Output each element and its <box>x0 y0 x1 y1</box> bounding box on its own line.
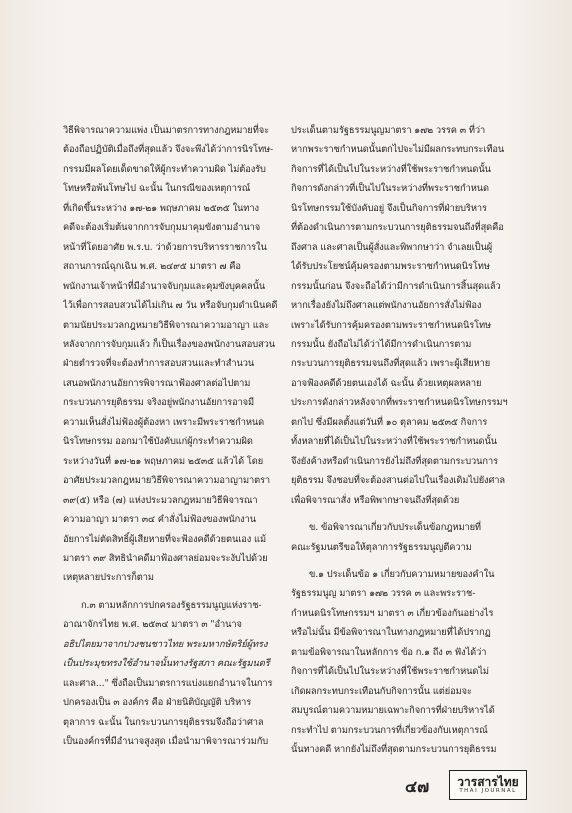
text-line: ตามข้อพิจารณาในหลักการ ข้อ ก.๑ ถึง ๓ ฟังได้ว่า <box>291 646 487 658</box>
text-line: อาจฟ้องคดีด้วยตนเองได้ ฉะนั้น ด้วยเหตุผลหลาย <box>291 377 482 389</box>
text-line: กำหนดนิรโทษกรรมฯ มาตรา ๓ เกี่ยวข้องกันอย่างไร <box>291 607 494 619</box>
text-line: ฝ่ายตำรวจที่จะต้องทำการสอบสวนและทำสำนวน <box>63 358 255 370</box>
text-line: หรือไม่นั้น มีข้อพิจารณาในทางกฎหมายที่ได้ปรากฏ <box>291 627 491 639</box>
text-line: สถานการณ์ฉุกเฉิน พ.ศ. ๒๔๙๕ มาตรา ๗ คือ <box>63 261 241 273</box>
journal-title: วารสารไทย <box>457 775 519 789</box>
text-line: ความเห็นสั่งไม่ฟ้องผู้ต้องหา เพราะมีพระราชกำหนด <box>63 416 265 428</box>
right-paragraph-3 <box>291 565 510 760</box>
left-column <box>63 121 282 752</box>
text-line: ข.๑ ประเด็นข้อ ๑ เกี่ยวกับความหมายของคำใน <box>309 568 495 580</box>
right-paragraph-2 <box>291 518 510 557</box>
text-line: วิธีพิจารณาความแพ่ง เป็นมาตรการทางกฎหมายที่จะ <box>63 125 270 136</box>
text-line: คดีจะต้องเริ่มต้นจากการจับกุมมาคุมขังตามอำนาจ <box>63 222 261 234</box>
text-line: ได้รับประโยชน์คุ้มครองตามพระราชกำหนดนิรโทษ <box>291 261 490 273</box>
text-line: หลังจากการจับกุมแล้ว ก็เป็นเรื่องของพนักงานสอบสวน <box>63 338 275 350</box>
text-line: ประการดังกล่าวหลังจากที่พระราชกำหนดนิรโทษกรรมฯ <box>291 397 508 409</box>
text-line: คณะรัฐมนตรีขอให้ตุลาการรัฐธรรมนูญตีความ <box>291 541 472 553</box>
text-line: โทษหรือพ้นโทษไป ฉะนั้น ในกรณีของเหตุการณ์ <box>63 183 251 195</box>
text-line: รัฐธรรมนูญ มาตรา ๑๗๒ วรรค ๓ และพระราช- <box>291 588 476 600</box>
journal-subtitle: THAI JOURNAL <box>459 788 517 794</box>
page-number: ๔๗ <box>405 777 430 796</box>
paragraph-gap <box>291 557 510 565</box>
text-line: มาตรา ๓๙ สิทธินำคดีมาฟ้องศาลย่อมจะระงับไปด้วย <box>63 552 268 564</box>
text-line: อาณาจักรไทย พ.ศ. ๒๕๓๔ มาตรา ๓ "อำนาจ <box>63 619 242 631</box>
text-line: ที่ต้องดำเนินการตามกระบวนการยุติธรรมจนถึงที่สุดคือ <box>291 222 504 234</box>
text-line: เพื่อพิจารณาสั่ง หรือพิพากษาจนถึงที่สุดด้วย <box>291 494 460 506</box>
text-line: กรรมนั้นก่อน จึงจะถือได้ว่ามีการดำเนินการสิ้นสุดแล้ว <box>291 280 501 292</box>
text-line: ระหว่างวันที่ ๑๗-๒๑ พฤษภาคม ๒๕๓๕ แล้วได้ โดย <box>63 455 264 467</box>
quoted-text-line: เป็นประมุขทรงใช้อำนาจนั้นทางรัฐสภา คณะรัฐมนตรี <box>63 658 270 670</box>
text-line: นิรโทษกรรม ออกมาใช้บังคับแก่ผู้กระทำความผิด <box>63 436 253 448</box>
text-line: อาศัยประมวลกฎหมายวิธีพิจารณาความอาญามาตรา <box>63 475 271 487</box>
text-line: ตกไป ซึ่งมีผลตั้งแต่วันที่ ๑๐ ตุลาคม ๒๕๓๕ กิจการ <box>291 416 488 428</box>
text-line: ถึงศาล และศาลเป็นผู้สั่งและพิพากษาว่า จำเลยเป็นผู้ <box>291 241 493 253</box>
text-line: อัยการไม่ตัดสิทธิ์ผู้เสียหายที่จะฟ้องคดีด้วยตนเอง แม้ <box>63 533 266 545</box>
text-line: กระบวนการยุติธรรมจนถึงที่สุดแล้ว เพราะผู้เสียหาย <box>291 358 491 370</box>
text-line: กิจการที่ได้เป็นไปในระหว่างที่ใช้พระราชกำหนดไม่ <box>291 666 489 678</box>
text-line: ทั้งหลายที่ได้เป็นไปในระหว่างที่ใช้พระราชกำหนดนั้น <box>291 436 498 448</box>
text-line: พนักงานเจ้าหน้าที่มีอำนาจจับกุมและคุมขังบุคคลนั้น <box>63 280 266 292</box>
text-line: หน้าที่โดยอาศัย พ.ร.บ. ว่าด้วยการบริหารราชการใน <box>63 241 267 253</box>
text-line: กระบวนการยุติธรรม จริงอยู่พนักงานอัยการอาจมี <box>63 397 255 409</box>
text-line: เหตุหลายประการก็ตาม <box>63 572 154 584</box>
right-paragraph-1 <box>291 121 510 510</box>
text-line: ข. ข้อพิจารณาเกี่ยวกับประเด็นข้อกฎหมายที่ <box>309 522 481 534</box>
text-line: กิจการดังกล่าวที่เป็นไปในระหว่างที่พระราชกำหนด <box>291 183 489 195</box>
text-line: ตามนัยประมวลกฎหมายวิธีพิจารณาความอาญา และ <box>63 319 270 331</box>
text-line: สมบูรณ์ตามความหมายเฉพาะกิจการที่ฝ่ายบริหารได้ <box>291 705 495 717</box>
text-line: ต้องถือปฏิบัติเมื่อถึงที่สุดแล้ว จึงจะพึงได้ว่าการนิรโทษ- <box>63 144 274 156</box>
text-line: กรรมนั้น ยังถือไม่ได้ว่าได้มีการดำเนินการตาม <box>291 338 472 350</box>
left-paragraph-2 <box>63 596 282 752</box>
text-line: เสนอพนักงานอัยการพิจารณาฟ้องศาลต่อไปตาม <box>63 377 251 389</box>
text-line: ประเด็นตามรัฐธรรมนูญมาตรา ๑๗๒ วรรค ๓ ที่ว่า <box>291 125 486 136</box>
text-line: เพราะได้รับการคุ้มครองตามพระราชกำหนดนิรโทษ <box>291 319 492 331</box>
text-line: ปกครองเป็น ๓ องค์กร คือ ฝ่ายนิติบัญญัติ บริหาร <box>63 697 252 709</box>
paragraph-gap <box>291 510 510 518</box>
text-line: ๓๙(๕) หรือ (๗) แห่งประมวลกฎหมายวิธีพิจารณา <box>63 494 258 506</box>
text-line: ไว้เพื่อการสอบสวนได้ไม่เกิน ๗ วัน หรือจับกุมดำเนินคดี <box>63 300 278 312</box>
text-line: ตุลาการ ฉะนั้น ในกระบวนการยุติธรรมจึงถือว่าศาล <box>63 716 264 728</box>
text-line: ยุติธรรม จึงชอบที่จะต้องสานต่อไปในเรื่องเดิมไปยังศาล <box>291 475 506 487</box>
right-column <box>291 121 510 760</box>
text-line: หากเรื่องยังไม่ถึงศาลแต่พนักงานอัยการสั่งไม่ฟ้อง <box>291 300 482 312</box>
text-line: นั้นทางคดี หากยังไม่ถึงที่สุดตามกระบวนการยุติธรรม <box>291 744 497 756</box>
text-line: กรรมมีผลโดยเด็ดขาดให้ผู้กระทำความผิด ไม่ต้องรับ <box>63 163 266 175</box>
left-paragraph-1 <box>63 121 282 588</box>
text-line: เป็นองค์กรที่มีอำนาจสูงสุด เมื่อนำมาพิจารณาร่วมกับ <box>63 736 269 748</box>
text-line: ก.๓ ตามหลักการปกครองรัฐธรรมนูญแห่งราช- <box>81 599 262 611</box>
text-line: ที่เกิดขึ้นระหว่าง ๑๗-๒๑ พฤษภาคม ๒๕๓๕ ในทาง <box>63 202 259 214</box>
text-line: และศาล..." ซึ่งถือเป็นมาตรการแบ่งแยกอำนาจในการ <box>63 677 273 689</box>
text-line: กิจการที่ได้เป็นไปในระหว่างที่ใช้พระราชกำหนดนั้น <box>291 163 491 175</box>
text-line: ความอาญา มาตรา ๓๔ คำสั่งไม่ฟ้องของพนักงาน <box>63 514 256 526</box>
quoted-text-line: อธิปไตยมาจากปวงชนชาวไทย พระมหากษัตริย์ผู้ทรง <box>63 638 268 650</box>
text-line: เกิดผลกระทบกระเทือนกับกิจการนั้น แต่ย่อมจะ <box>291 685 472 697</box>
text-line: กระทำไป ตามกระบวนการที่เกี่ยวข้องกับเหตุการณ์ <box>291 724 488 736</box>
text-line: จึงยังค้างหรือดำเนินการยังไม่ถึงที่สุดตามกระบวนการ <box>291 455 498 467</box>
text-line: นิรโทษกรรมใช้บังคับอยู่ จึงเป็นกิจการที่ฝ่ายบริหาร <box>291 202 487 214</box>
text-line: หากพระราชกำหนดนั้นตกไปจะไม่มีผลกระทบกระเทือน <box>291 144 505 156</box>
paragraph-gap <box>63 588 282 596</box>
journal-logo <box>449 770 527 800</box>
